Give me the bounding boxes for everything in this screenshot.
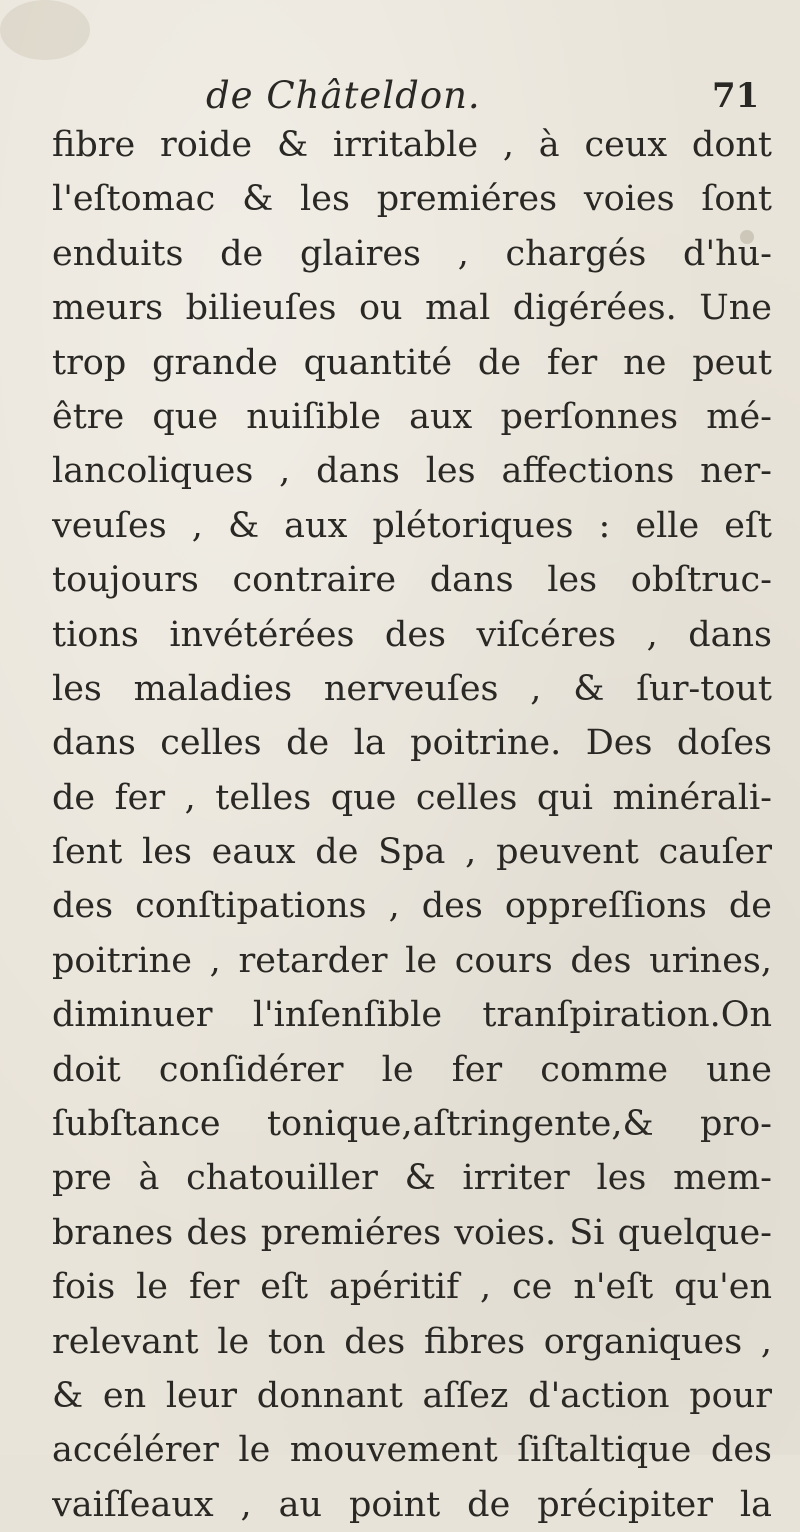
text-line: accélérer le mouvement ſiſtaltique des (52, 1430, 772, 1471)
text-line: être que nuiſible aux perſonnes mé- (52, 396, 772, 437)
text-line: poitrine , retarder le cours des urines, (52, 940, 772, 981)
body-text (52, 118, 772, 1532)
text-line: tions invétérées des viſcéres , dans (52, 614, 772, 655)
paper-stain (0, 0, 90, 60)
text-line: ſubſtance tonique,aſtringente,& pro- (52, 1104, 772, 1145)
text-line: fois le fer eſt apéritif , ce n'eſt qu'en (52, 1267, 772, 1308)
text-line: lancoliques , dans les affections ner- (52, 451, 772, 492)
text-line: ſent les eaux de Spa , peuvent cauſer (52, 832, 772, 873)
text-line: pre à chatouiller & irriter les mem- (52, 1158, 772, 1199)
running-head (0, 74, 800, 118)
text-line: des conſtipations , des oppreſſions de (52, 886, 772, 927)
text-line: meurs bilieuſes ou mal digérées. Une (52, 288, 772, 329)
text-line: & en leur donnant aſſez d'action pour (52, 1375, 772, 1416)
text-line: de fer , telles que celles qui minérali- (52, 777, 772, 818)
text-line: veuſes , & aux plétoriques : elle eſt (52, 505, 772, 546)
text-line: les maladies nerveuſes , & ſur-tout (52, 668, 772, 709)
text-line: diminuer l'inſenſible tranſpiration.On (52, 995, 772, 1036)
text-line: enduits de glaires , chargés d'hu- (52, 233, 772, 274)
text-line: toujours contraire dans les obſtruc- (52, 560, 772, 601)
text-line: trop grande quantité de fer ne peut (52, 342, 772, 383)
text-line: relevant le ton des fibres organiques , (52, 1321, 772, 1362)
text-line: dans celles de la poitrine. Des doſes (52, 723, 772, 764)
text-line: branes des premiéres voies. Si quelque- (52, 1212, 772, 1253)
running-title: de Châteldon. (206, 74, 481, 117)
text-line: l'eſtomac & les premiéres voies ſont (52, 179, 772, 220)
page-number: 71 (712, 76, 760, 116)
text-line: doit conſidérer le fer comme une (52, 1049, 772, 1090)
text-line: fibre roide & irritable , à ceux dont (52, 125, 772, 165)
text-line: vaiſſeaux , au point de précipiter la (52, 1484, 772, 1525)
